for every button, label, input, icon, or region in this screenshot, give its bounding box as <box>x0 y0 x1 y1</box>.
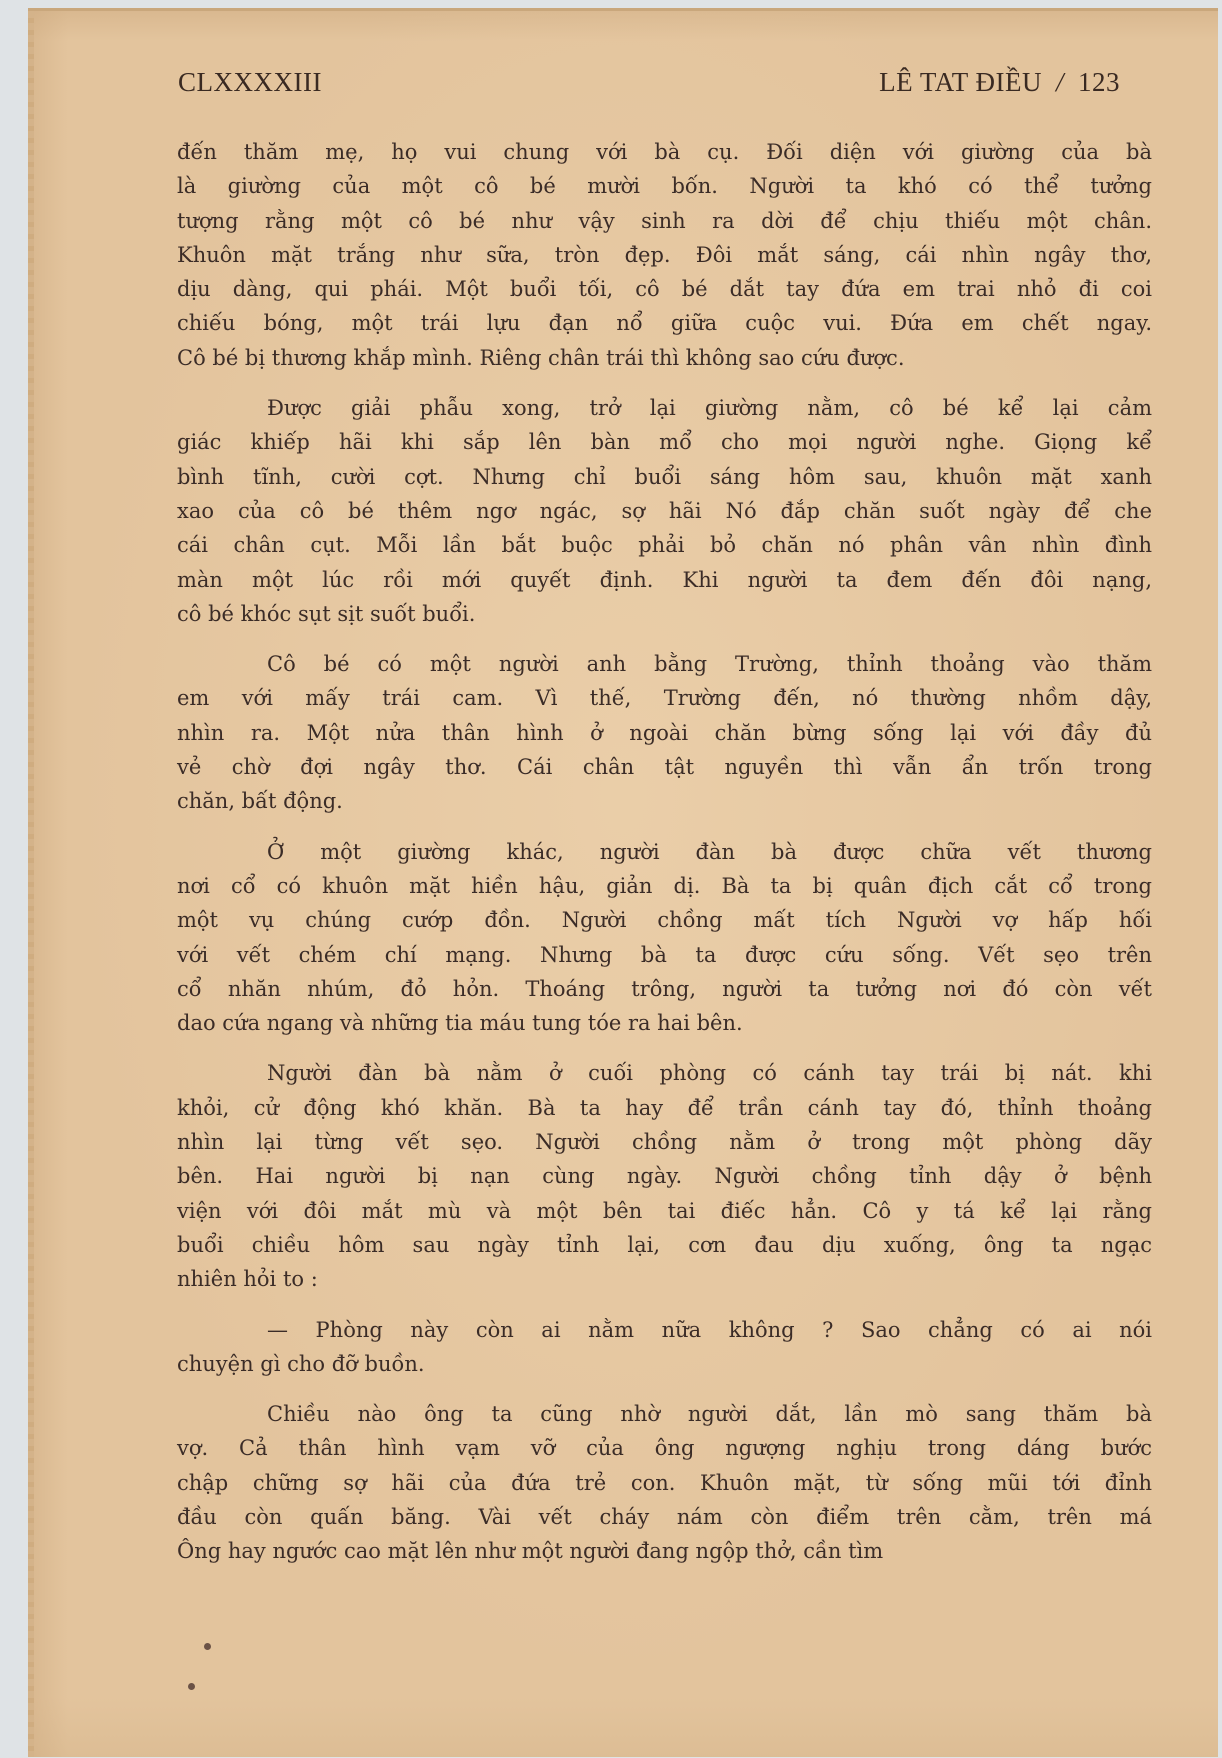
paragraph <box>177 391 1152 631</box>
text-line: cổ nhăn nhúm, đỏ hỏn. Thoáng trông, người ta tưởng nơi đó còn vết <box>177 976 1152 1001</box>
text-line: xao của cô bé thêm ngơ ngác, sợ hãi Nó đắp chăn suốt ngày để che <box>177 498 1152 523</box>
text-line: Khuôn mặt trắng như sữa, tròn đẹp. Đôi mắt sáng, cái nhìn ngây thơ, <box>177 242 1152 267</box>
text-line: Ở một giường khác, người đàn bà được chữa vết thương <box>267 839 1152 864</box>
text-line: Cô bé bị thương khắp mình. Riêng chân trái thì không sao cứu được. <box>177 345 905 370</box>
text-line: — Phòng này còn ai nằm nữa không ? Sao chẳng có ai nói <box>267 1317 1152 1342</box>
paragraph <box>177 1397 1152 1568</box>
text-line: nơi cổ có khuôn mặt hiền hậu, giản dị. Bà ta bị quân địch cắt cổ trong <box>177 873 1152 898</box>
page-left-edge <box>28 11 34 1757</box>
paragraph <box>177 1056 1152 1296</box>
text-line: buổi chiều hôm sau ngày tỉnh lại, cơn đau dịu xuống, ông ta ngạc <box>177 1232 1152 1257</box>
text-line: đầu còn quấn băng. Vài vết cháy nám còn điểm trên cằm, trên má <box>177 1504 1152 1529</box>
text-line: Chiều nào ông ta cũng nhờ người dắt, lần mò sang thăm bà <box>267 1402 1152 1427</box>
text-line: khỏi, cử động khó khăn. Bà ta hay để trần cánh tay đó, thỉnh thoảng <box>177 1095 1152 1120</box>
text-line: chiếu bóng, một trái lựu đạn nổ giữa cuộc vui. Đứa em chết ngay. <box>177 311 1152 336</box>
book-page <box>28 8 1218 1757</box>
text-line: vẻ chờ đợi ngây thơ. Cái chân tật nguyền thì vẫn ẩn trốn trong <box>177 755 1152 780</box>
text-line: chập chững sợ hãi của đứa trẻ con. Khuôn mặt, từ sống mũi tới đỉnh <box>177 1470 1152 1495</box>
text-line: Được giải phẫu xong, trở lại giường nằm, cô bé kể lại cảm <box>267 396 1152 421</box>
text-line: nhìn lại từng vết sẹo. Người chồng nằm ở trong một phòng dãy <box>177 1130 1152 1155</box>
text-line: viện với đôi mắt mù và một bên tai điếc hẳn. Cô y tá kể lại rằng <box>177 1198 1152 1223</box>
text-line: dịu dàng, qui phái. Một buổi tối, cô bé dắt tay đứa em trai nhỏ đi coi <box>177 277 1152 302</box>
paragraph <box>177 647 1152 818</box>
text-line: với vết chém chí mạng. Nhưng bà ta được cứu sống. Vết sẹo trên <box>177 942 1152 967</box>
text-line: chăn, bất động. <box>177 789 343 814</box>
text-line: tượng rằng một cô bé như vậy sinh ra dời để chịu thiếu một chân. <box>177 208 1152 233</box>
text-line: cô bé khóc sụt sịt suốt buổi. <box>177 601 476 626</box>
running-head <box>178 67 1120 103</box>
text-line: Cô bé có một người anh bằng Trường, thỉnh thoảng vào thăm <box>267 652 1152 677</box>
text-line: giác khiếp hãi khi sắp lên bàn mổ cho mọi người nghe. Giọng kể <box>177 430 1152 455</box>
text-line: bình tĩnh, cười cợt. Nhưng chỉ buổi sáng hôm sau, khuôn mặt xanh <box>177 464 1152 489</box>
header-right <box>879 67 1120 98</box>
text-line: một vụ chúng cướp đồn. Người chồng mất tích Người vợ hấp hối <box>177 908 1152 933</box>
header-separator: / <box>1055 67 1064 97</box>
paragraph <box>177 135 1152 375</box>
page-number: 123 <box>1078 67 1120 97</box>
text-line: nhìn ra. Một nửa thân hình ở ngoài chăn bừng sống lại với đầy đủ <box>177 720 1152 745</box>
text-line: chuyện gì cho đỡ buồn. <box>177 1351 425 1376</box>
text-line: đến thăm mẹ, họ vui chung với bà cụ. Đối diện với giường của bà <box>177 140 1152 164</box>
paragraph <box>177 1313 1152 1382</box>
body-text <box>177 135 1152 1585</box>
chapter-number: CLXXXXIII <box>178 67 322 97</box>
paragraph <box>177 835 1152 1041</box>
author-name: LÊ TAT ĐIỀU <box>879 67 1042 97</box>
ink-spot <box>188 1683 195 1690</box>
text-line: Người đàn bà nằm ở cuối phòng có cánh tay trái bị nát. khi <box>267 1061 1152 1086</box>
text-line: vợ. Cả thân hình vạm vỡ của ông ngượng nghịu trong dáng bước <box>177 1436 1152 1461</box>
text-line: là giường của một cô bé mười bốn. Người ta khó có thể tưởng <box>177 174 1152 199</box>
text-line: màn một lúc rồi mới quyết định. Khi người ta đem đến đôi nạng, <box>177 567 1152 592</box>
text-line: nhiên hỏi to : <box>177 1267 318 1292</box>
ink-spot <box>204 1643 211 1650</box>
text-line: em với mấy trái cam. Vì thế, Trường đến, nó thường nhồm dậy, <box>177 686 1152 711</box>
text-line: Ông hay ngước cao mặt lên như một người đang ngộp thở, cần tìm <box>177 1539 884 1564</box>
text-line: bên. Hai người bị nạn cùng ngày. Người chồng tỉnh dậy ở bệnh <box>177 1164 1152 1189</box>
text-line: cái chân cụt. Mỗi lần bắt buộc phải bỏ chăn nó phân vân nhìn đình <box>177 533 1152 558</box>
text-line: dao cứa ngang và những tia máu tung tóe ra hai bên. <box>177 1011 743 1036</box>
